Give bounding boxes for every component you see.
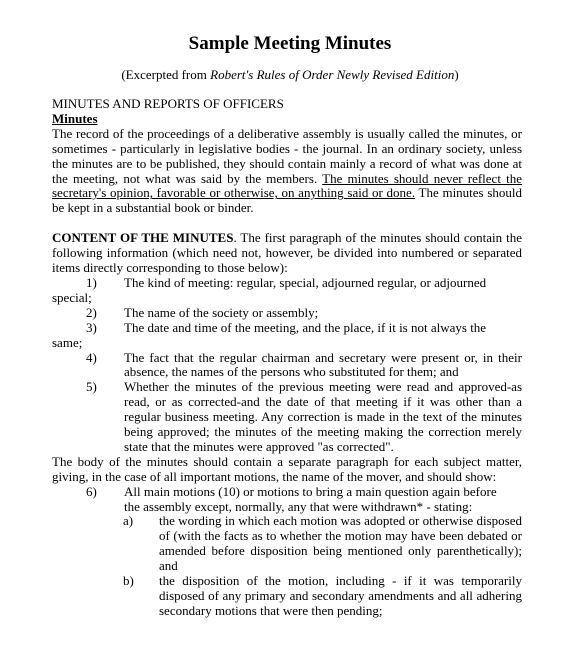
minutes-paragraph	[52, 127, 522, 216]
subtitle-prefix: (Excerpted from	[121, 67, 211, 82]
sub-item-text: the disposition of the motion, including - if it was temporarily disposed of any primary and secondary amendments and all adhering secondary motions that were then pending;	[159, 573, 522, 618]
list-number: 4)	[86, 349, 97, 365]
list-number: 1)	[86, 274, 97, 290]
page-title: Sample Meeting Minutes	[188, 33, 392, 54]
list-item-6	[52, 485, 522, 515]
list-item-first-line: All main motions (10) or motions to bring a main question again before	[124, 483, 497, 499]
list-item-text: Whether the minutes of the previous meeting were read and approved-as read, or as corrected-and the date of that meeting if it was other than a regular business meeting. Any correction is made in the text of the minutes being approved; the minutes of the meeting making the correction merely state that the minutes were approved "as corrected".	[124, 379, 522, 454]
list-number: 2)	[86, 304, 97, 320]
list-item-text: The name of the society or assembly;	[124, 304, 319, 320]
list-item-rest: same;	[52, 334, 83, 350]
page-subtitle	[0, 68, 580, 83]
sub-item-letter: a)	[123, 513, 134, 529]
minutes-paragraph-start: The record of the proceedings of a deliberative assembly is usually called the minutes, or sometimes - particularly in legislative bodies - the journal. In an ordinary society, unless the minutes are to be published, they should contain mainly a record of what was done at the meeting, not what was said by the members.	[52, 125, 522, 186]
subtitle-source: Robert's Rules of Order Newly Revised Edition	[210, 67, 455, 82]
content-heading: CONTENT OF THE MINUTES	[52, 230, 234, 246]
body-paragraph: The body of the minutes should contain a separate paragraph for each subject matter, giving, in the case of all important motions, the name of the mover, and should show:	[52, 453, 522, 484]
content-paragraph	[52, 231, 522, 276]
list-number: 6)	[86, 483, 97, 499]
subtitle-suffix: )	[454, 67, 459, 82]
content-intro: . The first paragraph of the minutes should contain the following information (which need not, however, be divided into numbered or separated items directly corresponding to those below):	[52, 230, 522, 276]
section-subheading-minutes: Minutes	[52, 110, 98, 126]
list-item-first-line: The date and time of the meeting, and the place, if it is not always the	[124, 319, 487, 335]
list-item-3	[52, 321, 522, 351]
list-number: 3)	[86, 319, 97, 335]
list-item-1	[52, 276, 522, 306]
list-item-first-line: The kind of meeting: regular, special, adjourned regular, or adjourned	[124, 274, 487, 290]
list-item-text: The fact that the regular chairman and secretary were present or, in their absence, the names of the persons who substituted for them; and	[124, 349, 522, 380]
sub-item-text: the wording in which each motion was adopted or otherwise disposed of (with the facts as to whether the motion may have been debated or amended before disposition being mentioned only parenthetically); and	[159, 513, 522, 574]
list-item-rest: the assembly except, normally, any that were withdrawn* - stating:	[124, 498, 473, 514]
list-item-4	[52, 351, 522, 381]
sub-item-b	[52, 574, 522, 619]
minutes-paragraph-underlined: The minutes should never reflect the secretary's opinion, favorable or otherwise, on anything said or done.	[52, 170, 522, 201]
document-body	[52, 97, 522, 619]
minutes-paragraph-end: The minutes should be kept in a substantial book or binder.	[52, 185, 522, 216]
section-heading-minutes-reports: MINUTES AND REPORTS OF OFFICERS	[52, 96, 284, 111]
sub-item-a	[52, 514, 522, 574]
list-number: 5)	[86, 379, 97, 395]
list-item-5	[52, 380, 522, 455]
sub-item-letter: b)	[123, 573, 134, 589]
list-item-2	[52, 306, 522, 321]
list-item-rest: special;	[52, 289, 92, 305]
